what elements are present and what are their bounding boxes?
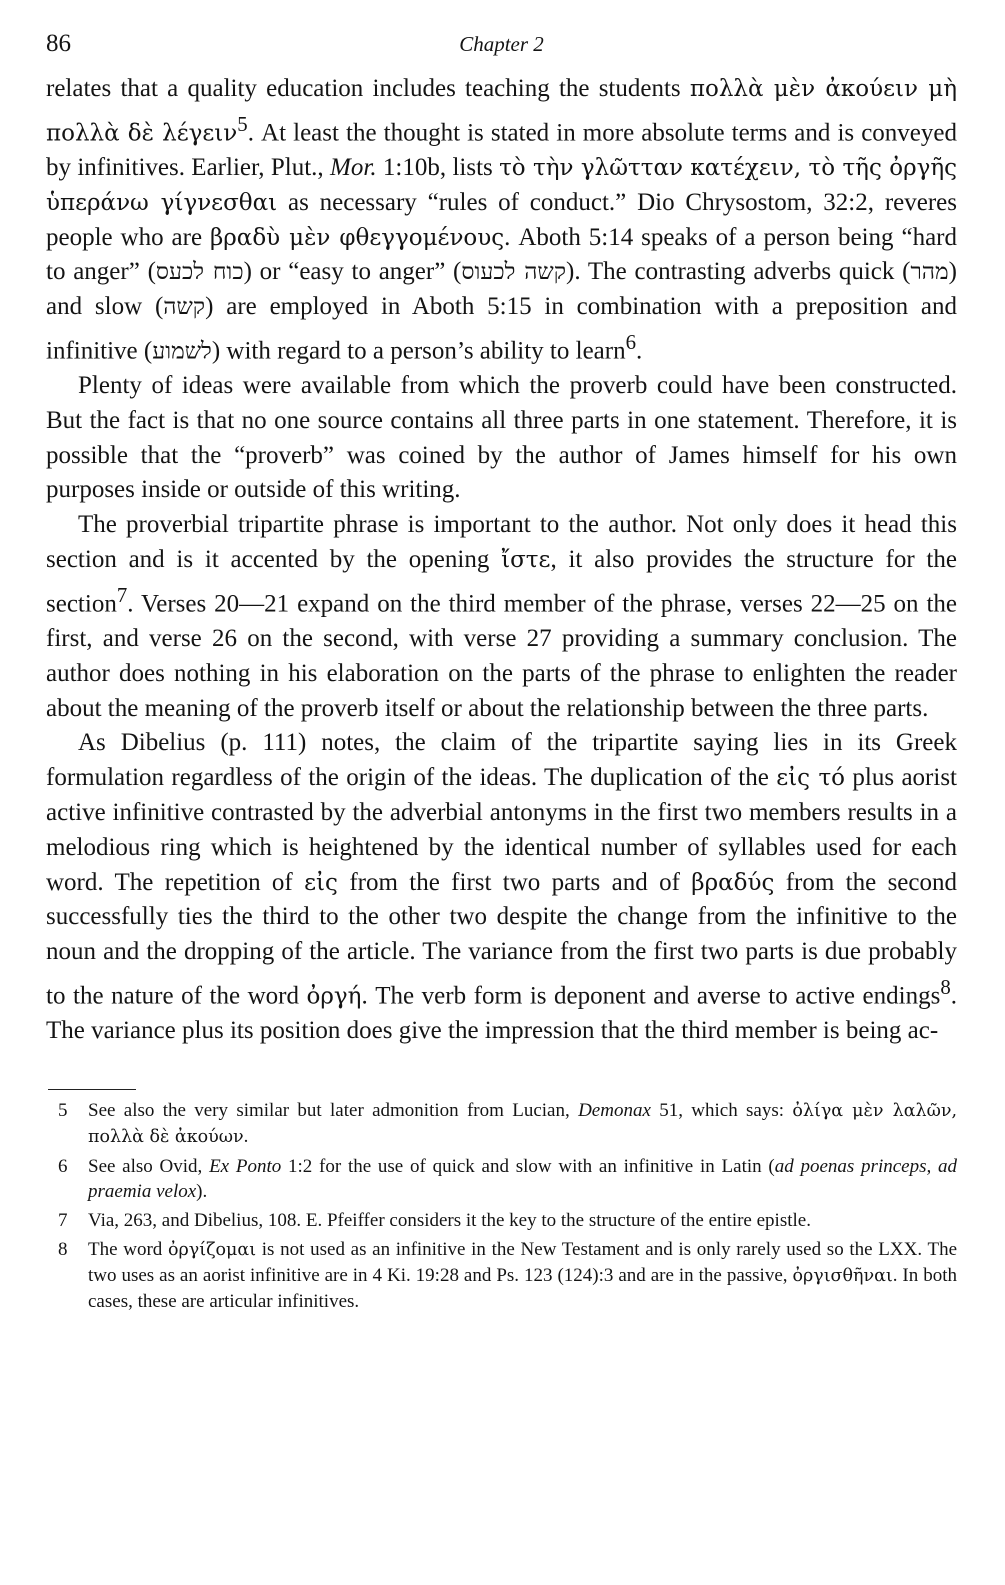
hebrew-quote: מהר bbox=[910, 259, 949, 286]
footnote-8 bbox=[46, 1237, 957, 1314]
text-run: is not used as an infinitive in the New Testament and is only rarely used so the LXX. The two uses as an aorist infinitive are in 4 Ki. 19:28 and Ps. 123 (124):3 and are in the passive, bbox=[88, 1238, 958, 1286]
footnote-6 bbox=[46, 1154, 957, 1204]
text-run: ). The contrasting adverbs quick ( bbox=[566, 258, 911, 286]
footnote-5 bbox=[46, 1098, 957, 1150]
text-run: . Verses 20—21 expand on the third member of the phrase, verses 22—25 on the first, and verse 26 on the second, with verse 27 providing a summary conclusion. The author does nothing in his elaboration on the parts of the phrase to enlighten the reader about the meaning of the proverb itself or about the relationship between the three parts. bbox=[46, 590, 957, 722]
text-run: The word bbox=[88, 1238, 168, 1260]
work-title: Demonax bbox=[578, 1099, 651, 1121]
greek-word: ἴστε bbox=[501, 547, 551, 574]
footnote-text bbox=[88, 1208, 957, 1233]
paragraph-4 bbox=[46, 726, 957, 1049]
footnote-text bbox=[88, 1154, 957, 1204]
footnote-divider bbox=[48, 1089, 136, 1090]
text-run: . bbox=[636, 337, 643, 365]
footnote-ref-7[interactable]: 7 bbox=[116, 582, 128, 607]
greek-word: ὀργή bbox=[306, 983, 362, 1010]
page-header bbox=[46, 0, 957, 62]
text-run: ) with regard to a person’s ability to learn bbox=[211, 337, 626, 365]
text-run: from the first two parts and of bbox=[337, 868, 692, 896]
latin-quote: ad poenas princeps, ad praemia velox bbox=[88, 1155, 957, 1202]
footnote-ref-5[interactable]: 5 bbox=[237, 111, 248, 136]
text-run: The proverbial tripartite phrase is important to the author. Not only does it head this section and is it accented by the opening bbox=[46, 511, 957, 574]
text-run: ) or “easy to anger” ( bbox=[243, 258, 462, 286]
text-run: 51, which says: bbox=[650, 1099, 793, 1121]
text-run: as necessary “rules of conduct.” Dio Chrysostom, 32:2, reveres people who are bbox=[46, 188, 957, 251]
paragraph-1 bbox=[46, 72, 957, 369]
greek-word: εἰς bbox=[304, 869, 338, 896]
footnote-number: 6 bbox=[58, 1155, 68, 1177]
text-run: ). bbox=[196, 1180, 208, 1202]
text-run: . The variance plus its position does give the impression that the third member is being ac- bbox=[46, 982, 957, 1045]
footnote-ref-6[interactable]: 6 bbox=[625, 329, 637, 354]
greek-word: βραδύς bbox=[691, 869, 775, 896]
text-run: . bbox=[243, 1125, 249, 1147]
text-run: plus aorist active infinitive contrasted by the adverbial antonyms in the first two members results in a melodious ring which is heightened by the identical number of syllables used for each word. The repetition of bbox=[46, 764, 957, 896]
text-run: 1:10b, lists bbox=[376, 153, 500, 181]
footnote-number: 5 bbox=[58, 1099, 68, 1121]
greek-quote: βραδὺ μὲν φθεγγομένους bbox=[209, 224, 505, 251]
page-number: 86 bbox=[46, 30, 71, 57]
footnote-ref-8[interactable]: 8 bbox=[940, 974, 951, 999]
text-run: ) are employed in Aboth 5:15 in combination with a preposition and infinitive ( bbox=[46, 293, 957, 365]
greek-quote: τὸ τὴν γλῶτταν κατέχειν, τὸ τῆς ὀργῆς ὑπεράνω γίγνεσθαι bbox=[46, 154, 957, 216]
paragraph-3 bbox=[46, 508, 957, 726]
text-run: . In both cases, these are articular infinitives. bbox=[88, 1264, 957, 1312]
text-run: Via, 263, and Dibelius, 108. E. Pfeiffer considers it the key to the structure of the entire epistle. bbox=[88, 1209, 811, 1231]
text-run: from the second successfully ties the third to the other two despite the change from the infinitive to the noun and the dropping of the article. The variance from the first two parts is due probably to the nature of the word bbox=[46, 868, 957, 1010]
greek-word: εἰς τό bbox=[776, 765, 846, 792]
greek-word: ὀργίζομαι bbox=[168, 1239, 257, 1260]
footnote-number: 7 bbox=[58, 1209, 68, 1231]
footnote-7 bbox=[46, 1208, 957, 1233]
text-run: 1:2 for the use of quick and slow with an infinitive in Latin ( bbox=[281, 1155, 775, 1177]
text-run: As Dibelius (p. 111) notes, the claim of the tripartite saying lies in its Greek formulation regardless of the origin of the ideas. The duplication of the bbox=[46, 729, 957, 792]
text-run: See also the very similar but later admonition from Lucian, bbox=[88, 1099, 579, 1121]
text-run: See also Ovid, bbox=[88, 1155, 210, 1177]
hebrew-quote: קשה לכעוס bbox=[461, 259, 567, 286]
paragraph-2: Plenty of ideas were available from which the proverb could have been constructed. But the fact is that no one source contains all three parts in one statement. Therefore, it is possible that the “proverb” was coined by the author of James himself for his own purposes inside or outside of this writing. bbox=[46, 372, 957, 504]
text-run: relates that a quality education includes teaching the students bbox=[46, 75, 690, 102]
hebrew-quote: לשמוע bbox=[152, 338, 212, 365]
running-head: Chapter 2 bbox=[459, 32, 544, 56]
footnote-text bbox=[88, 1098, 957, 1150]
text-run: ) and slow ( bbox=[46, 258, 957, 321]
text-run: . At least the thought is stated in more absolute terms and is conveyed by infinitives. Earlier, Plut., bbox=[46, 119, 957, 181]
work-title: Mor. bbox=[330, 153, 377, 181]
hebrew-quote: קשה bbox=[163, 294, 206, 321]
greek-quote: πολλὰ μὲν ἀκούειν μὴ πολλὰ δὲ λέγειν bbox=[46, 76, 957, 147]
work-title: Ex Ponto bbox=[209, 1155, 282, 1177]
text-run: . Aboth 5:14 speaks of a person being “hard to anger” ( bbox=[46, 223, 957, 286]
footnotes bbox=[46, 1098, 957, 1314]
hebrew-quote: כוח לכעס bbox=[155, 259, 244, 286]
text-run: , it also provides the structure for the section bbox=[46, 546, 957, 618]
text-run: . The verb form is deponent and averse to active endings bbox=[361, 982, 941, 1010]
greek-word: ὀργισθῆναι bbox=[792, 1265, 893, 1286]
footnote-number: 8 bbox=[58, 1238, 68, 1260]
body-text bbox=[46, 72, 957, 1049]
footnote-text bbox=[88, 1237, 957, 1314]
greek-quote: ὀλίγα μὲν λαλῶν, πολλὰ δὲ ἀκούων bbox=[88, 1100, 958, 1147]
